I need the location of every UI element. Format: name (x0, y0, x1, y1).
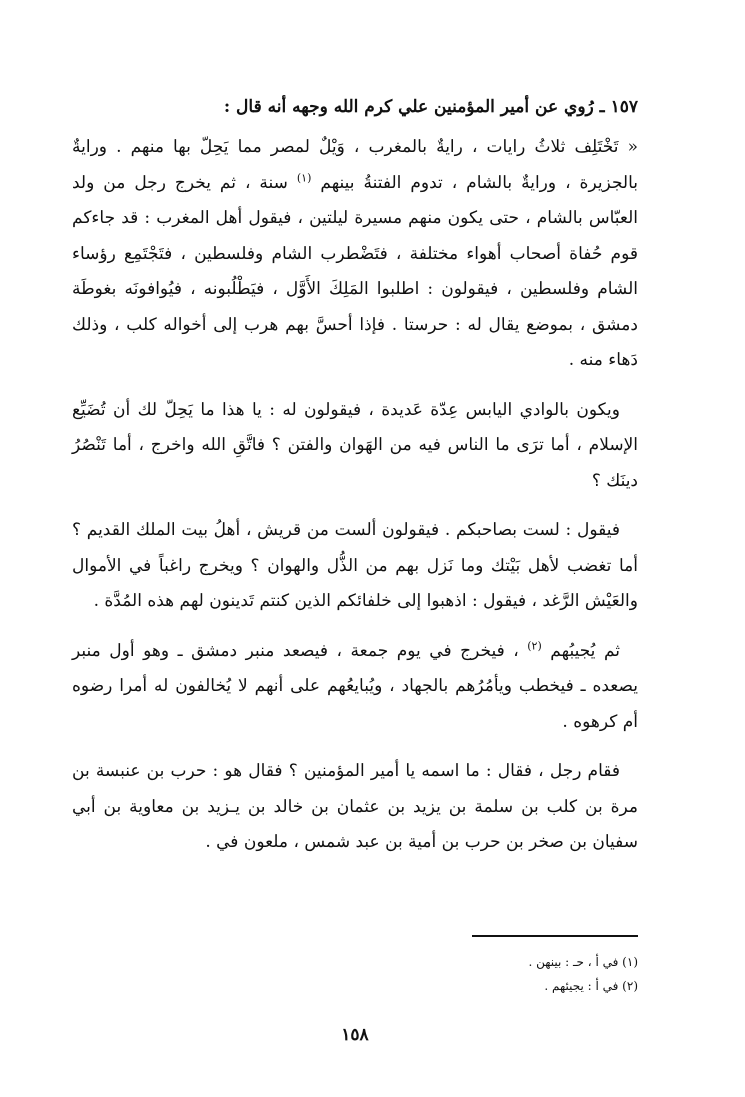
footnote-ref-2: (٢) (527, 638, 542, 652)
paragraph-4-text-b: ، فيخرج في يوم جمعة ، فيصعد منبر دمشق ـ وهو أول منبر يصعده ـ فيخطب ويأمُرُهم بالجهاد ، ويُبايعُهم على أنهم لا يُخالفون له أمرا رضوه أم كرهوه . (72, 640, 638, 732)
paragraph-3: فيقول : لست بصاحبكم . فيقولون ألست من قريش ، أهلُ بيت الملك القديم ؟ أما تغضب لأهل بَيْتك وما نَزل بهم من الذُّل والهوان ؟ ويخرج راغباً في الأموال والعَيْش الرَّغد ، فيقول : اذهبوا إلى خلفائكم الذين كنتم تَدينون لهم هذه المُدَّة . (72, 520, 638, 611)
footnote-2: (٢) في أ : يجيئهم . (544, 979, 638, 993)
paragraph-4-text-a: ثم يُجيبُهم (550, 640, 620, 661)
footnote-ref-1: (١) (296, 170, 312, 184)
footnote-divider (472, 935, 638, 937)
paragraph-5: فقام رجل ، فقال : ما اسمه يا أمير المؤمنين ؟ فقال هو : حرب بن عنبسة بن مرة بن كلب بن سلمة بن يزيد بن عثمان بن خالد بن يـزيد بن معاوية بن أبي سفيان بن صخر بن حرب بن أمية بن عبد شمس ، ملعون في . (72, 761, 638, 852)
paragraph-1-text-b: سنة ، ثم يخرج رجل من ولد العبّاس بالشام ، حتى يكون منهم مسيرة ليلتين ، فيقول أهل المغرب : قد جاءكم قوم حُفاة أصحاب أهواء مختلفة ، فتَضْطرب الشام وفلسطين ، فتَجْتَمِع رؤساء الشام وفلسطين ، فيقولون : اطلبوا المَلِكَ الأَوَّل ، فيَطْلُبونه ، فيُوافونَه بغوطَة دمشق ، بموضع يقال له : حرستا . فإذا أحسَّ بهم هرب إلى أخواله كلب ، وذلك دَهاء منه . (72, 172, 638, 370)
paragraph-1 (72, 130, 638, 379)
book-page (72, 90, 638, 1070)
paragraph-2: ويكون بالوادي اليابس عِدّة عَديدة ، فيقولون له : يا هذا ما يَحِلّ لك أن تُضَيِّع الإسلام ، أما ترَى ما الناس فيه من الهَوان والفتن ؟ فاتَّقِ الله واخرج ، أما تَنْصُرُ دينَك ؟ (72, 399, 638, 491)
paragraph-4 (72, 634, 638, 741)
paragraph-1-text-a: « تَخْتَلِف ثلاثُ رايات ، رايةٌ بالمغرب ، وَيْلٌ لمصر مما يَحِلّ بها منهم . ورايةٌ بالجزيرة ، ورايةٌ بالشام ، تدوم الفتنةُ بينهم (72, 137, 639, 193)
page-number: ١٥٨ (341, 1025, 369, 1045)
footnotes (72, 950, 638, 998)
hadith-heading: ١٥٧ ـ رُوي عن أمير المؤمنين علي كرم الله وجهه أنه قال : (223, 97, 638, 117)
footnote-1: (١) في أ ، حـ : بينهن . (528, 955, 638, 969)
